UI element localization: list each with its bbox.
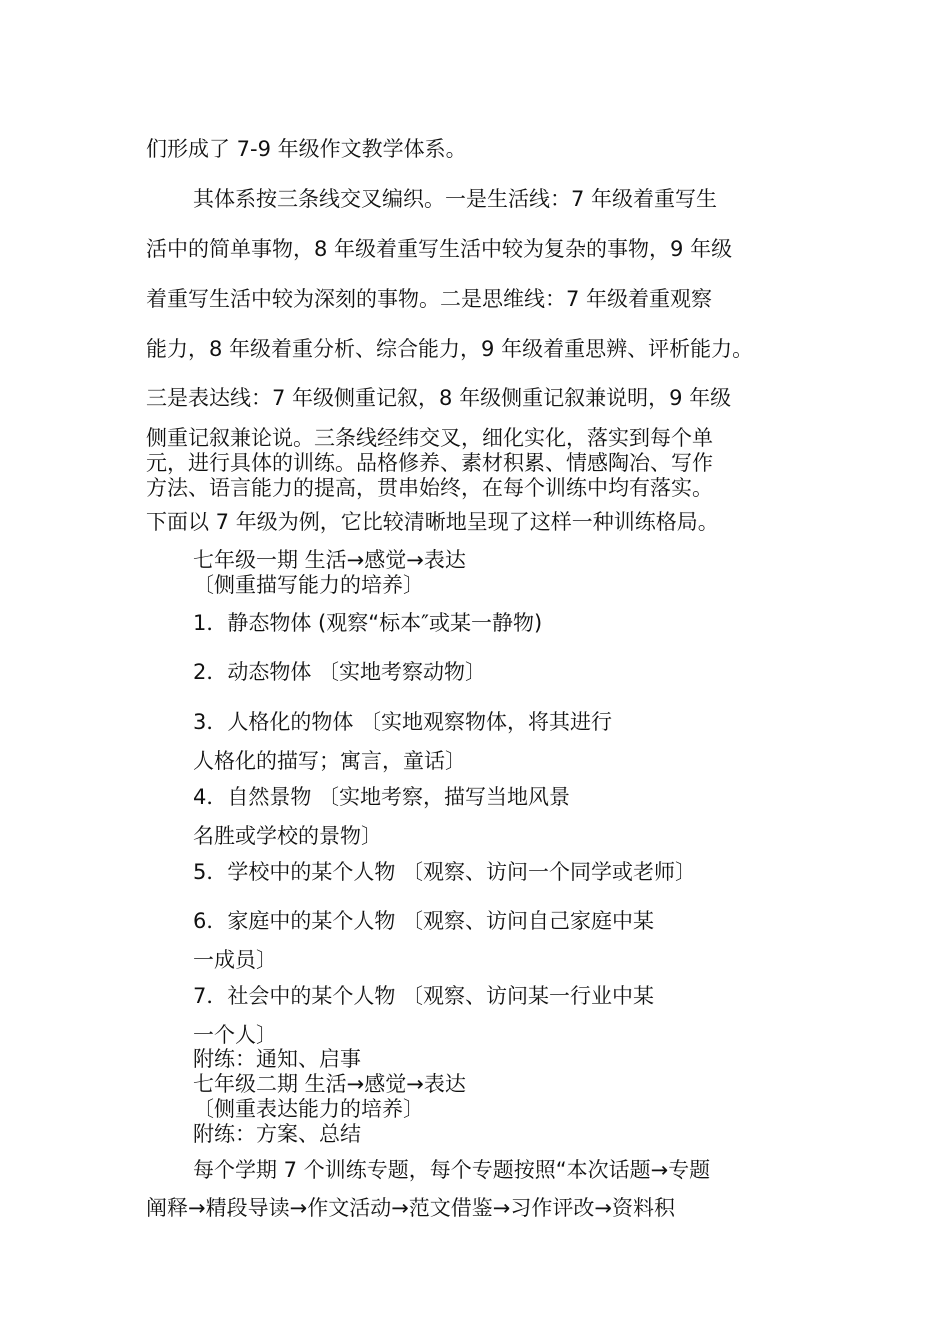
text-line: 侧重记叙兼论说。三条线经纬交叉，细化实化，落实到每个单: [146, 426, 713, 450]
text-line: 一成员〕: [193, 948, 277, 972]
text-line: 下面以 7 年级为例，它比较清晰地呈现了这样一种训练格局。: [146, 510, 719, 534]
list-item: 2．动态物体 〔实地考察动物〕: [193, 660, 487, 684]
list-item: 3．人格化的物体 〔实地观察物体，将其进行: [193, 710, 613, 734]
list-item: 6．家庭中的某个人物 〔观察、访问自己家庭中某: [193, 909, 655, 933]
text-line: 方法、语言能力的提高，贯串始终，在每个训练中均有落实。: [146, 476, 713, 500]
text-line: 能力，8 年级着重分析、综合能力，9 年级着重思辨、评析能力。: [146, 337, 754, 361]
section-heading: 七年级一期 生活→感觉→表达: [193, 548, 466, 572]
text-line: 一个人〕: [193, 1023, 277, 1047]
text-line: 元，进行具体的训练。品格修养、素材积累、情感陶冶、写作: [146, 451, 713, 475]
text-line: 每个学期 7 个训练专题，每个专题按照“本次话题→专题: [193, 1158, 711, 1182]
text-line: 〔侧重描写能力的培养〕: [193, 573, 424, 597]
text-line: 阐释→精段导读→作文活动→范文借鉴→习作评改→资料积: [146, 1196, 675, 1220]
text-line: 〔侧重表达能力的培养〕: [193, 1097, 424, 1121]
text-line: 其体系按三条线交叉编织。一是生活线：7 年级着重写生: [193, 187, 718, 211]
text-line: 活中的简单事物，8 年级着重写生活中较为复杂的事物，9 年级: [146, 237, 733, 261]
list-item: 4．自然景物 〔实地考察，描写当地风景: [193, 785, 571, 809]
list-item: 7．社会中的某个人物 〔观察、访问某一行业中某: [193, 984, 655, 1008]
text-line: 着重写生活中较为深刻的事物。二是思维线：7 年级着重观察: [146, 287, 713, 311]
text-line: 三是表达线：7 年级侧重记叙，8 年级侧重记叙兼说明，9 年级: [146, 386, 732, 410]
text-line: 附练：方案、总结: [193, 1122, 361, 1146]
list-item: 5．学校中的某个人物 〔观察、访问一个同学或老师〕: [193, 860, 697, 884]
section-heading: 七年级二期 生活→感觉→表达: [193, 1072, 466, 1096]
text-line: 名胜或学校的景物〕: [193, 824, 382, 848]
list-item: 1．静态物体 (观察“标本″或某一静物): [193, 611, 543, 635]
text-line: 附练：通知、启事: [193, 1047, 361, 1071]
text-line: 们形成了 7-9 年级作文教学体系。: [146, 137, 467, 161]
text-line: 人格化的描写；寓言，童话〕: [193, 749, 466, 773]
